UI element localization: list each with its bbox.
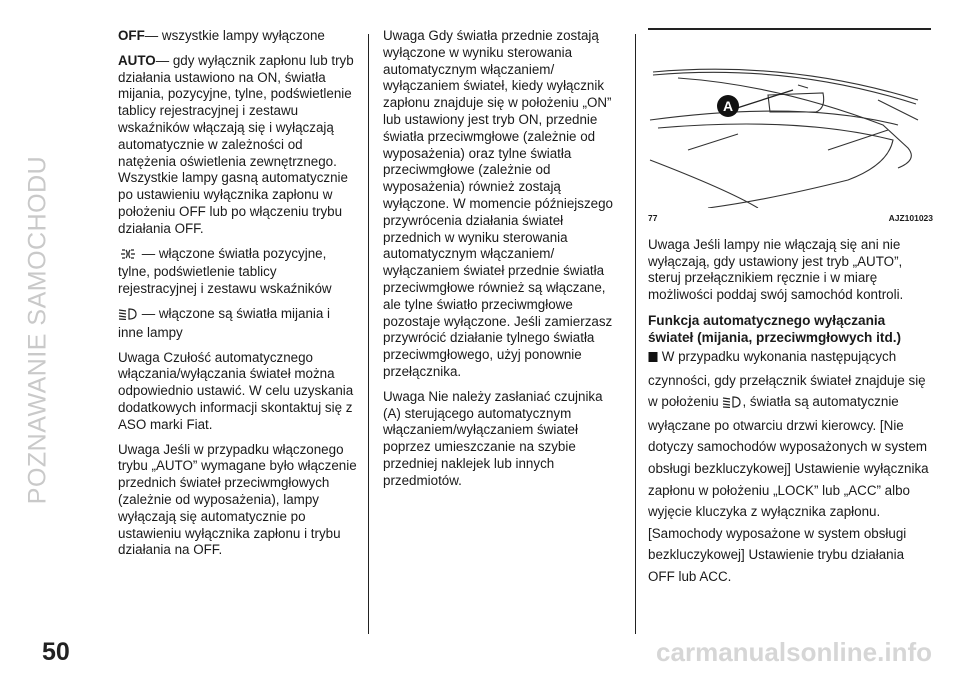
figure-code: AJZ101023 <box>888 213 933 223</box>
low-beam-icon <box>118 308 138 325</box>
page-number: 50 <box>42 638 70 666</box>
column-3 <box>648 28 933 588</box>
column-1 <box>118 28 358 567</box>
figure-number: 77 <box>648 213 658 223</box>
section-heading: Funkcja automatycznego wyłączania świateł (mijania, przeciwmgłowych itd.) <box>648 312 902 345</box>
low-beam-icon <box>722 393 742 415</box>
note-auto-foglights: Uwaga Jeśli w przypadku włączonego trybu „AUTO” wymagane było włączenie przednich świateł przeciwmgłowych (zależnie od wyposażenia), lampy wyłączają się automatycznie po ustawieniu wyłącznika zapłonu i trybu działania na OFF. <box>118 441 357 558</box>
column-divider-1 <box>368 34 369 634</box>
note-sensitivity: Uwaga Czułość automatycznego włączania/wyłączania świateł można odpowiednio ustawić. W celu uzyskania dodatkowych informacji skontaktuj się z ASO marki Fiat. <box>118 349 354 432</box>
auto-text: — gdy wyłącznik zapłonu lub tryb działania ustawiono na ON, światła mijania, pozycyjne, tylne, podświetlenie tablicy rejestracyjnej i zestawu wskaźników włączają się i wyłączają automatycznie w zależności od natężenia oświetlenia zewnętrznego. Wszystkie lampy gasną automatycznie po ustawieniu wyłącznika zapłonu w położeniu OFF lub po włączeniu trybu działania OFF. <box>118 52 354 236</box>
windshield-illustration <box>648 30 931 208</box>
column-2 <box>383 28 623 498</box>
position-lights-icon <box>118 248 138 265</box>
off-text: — wszystkie lampy wyłączone <box>144 28 325 43</box>
watermark: carmanualsonline.info <box>656 637 932 667</box>
auto-paragraph <box>118 53 358 238</box>
arrow-marker-icon <box>648 348 658 370</box>
low-beam-paragraph <box>118 306 358 342</box>
position-lights-text: — włączone światła pozycyjne, tylne, podświetlenie tablicy rejestracyjnej i zestawu wskaźników <box>118 245 332 297</box>
low-beam-text: — włączone są światła mijania i inne lampy <box>118 305 331 340</box>
off-label: OFF <box>118 28 145 43</box>
column-divider-2 <box>635 34 636 634</box>
figure-label-a: A <box>722 98 734 114</box>
auto-label: AUTO <box>118 52 156 68</box>
position-lights-paragraph <box>118 246 358 298</box>
auto-off-paragraph <box>648 346 933 588</box>
off-paragraph <box>118 28 358 45</box>
auto-off-text-2: , światła są automatycznie wyłączane po otwarciu drzwi kierowcy. [Nie dotyczy samochodów wyposażonych w system obsługi bezkluczykowej] Ustawienie wyłącznika zapłonu w położeniu „LOCK” lub „ACC” albo wyjęcie kluczyka z wyłącznika zapłonu. [Samochody wyposażone w system obsługi bezkluczykowej] Ustawienie trybu działania OFF lub ACC. <box>648 394 929 584</box>
note-foglights-off: Uwaga Gdy światła przednie zostają wyłączone w wyniku sterowania automatycznym włączaniem/ wyłączaniem świateł, kiedy wyłącznik zapłonu znajduje się w położeniu „ON” lub ustawiony jest tryb ON, przednie światła przeciwmgłowe (zależnie od wyposażenia) oraz tylne światła przeciwmgłowe (zależnie od wyposażenia) również zostają wyłączone. W momencie późniejszego przywrócenia działania świateł przednich w wyniku sterowania automatycznym włączaniem/ wyłączaniem świateł przednie światła przeciwmgłowe również są włączane, ale tylne światło przeciwmgłowe pozostaje wyłączone. Jeśli zamierzasz przywrócić działanie tylnego światła przeciwmgłowego, użyj ponownie przełącznika. <box>383 28 613 379</box>
note-sensor: Uwaga Nie należy zasłaniać czujnika (A) sterującego automatycznym włączaniem/wyłączaniem świateł poprzez umieszczanie na szybie przedniej naklejek lub innych przedmiotów. <box>383 388 603 488</box>
section-side-title: POZNAWANIE SAMOCHODU <box>23 155 52 505</box>
figure-caption <box>648 210 933 227</box>
auto-off-text-1: W przypadku wykonania następujących czynności, gdy przełącznik świateł znajduje się w położeniu <box>648 348 926 410</box>
note-manual-control: Uwaga Jeśli lampy nie włączają się ani nie wyłączają, gdy ustawiony jest tryb „AUTO”, steruj przełącznikiem ręcznie i w miarę możliwości poddaj swój samochód kontroli. <box>648 236 904 303</box>
figure-windshield-sensor <box>648 28 931 208</box>
